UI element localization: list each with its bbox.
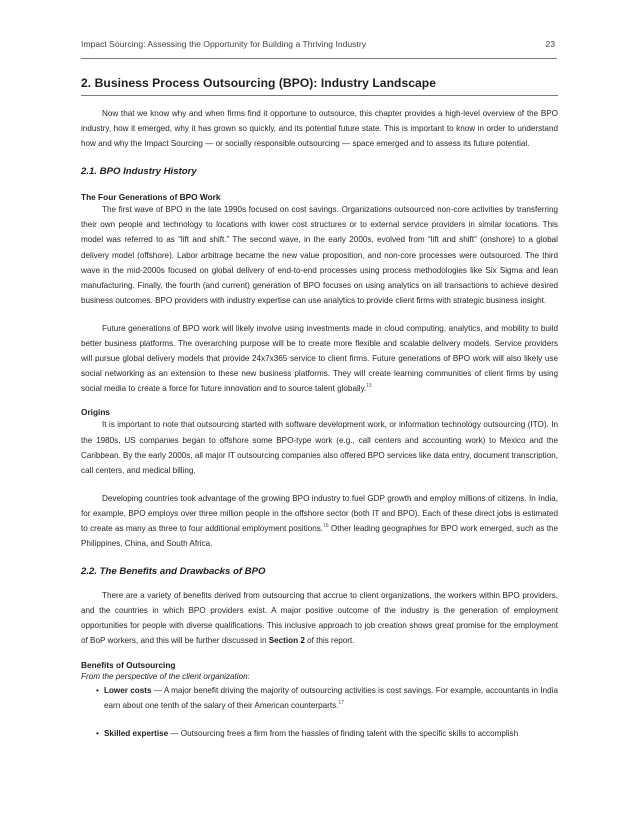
page-content — [81, 76, 558, 741]
bullet-icon: • — [96, 728, 99, 738]
header-divider — [81, 58, 557, 59]
history-paragraph-1: The first wave of BPO in the late 1990s focused on cost savings. Organizations outsourced non-core activities by transferring their own people and technology to locations with lower cost structures or to external service providers in similar locations. This model was referred to as “lift and shift.” The second wave, in the early 2000s, evolved from “lift and shift” (onshore) to a global delivery model (offshore). Labor arbitrage became the new value proposition, and non-core processes were outsourced. The third wave in the mid-2000s focused on global delivery of end-to-end processes using process methodologies like Six Sigma and lean manufacturing. Finally, the fourth (and current) generation of BPO focuses on using analytics on all transactions to achieve desired business outcomes. BPO providers with industry expertise can use analytics to provide client firms with strategic business insight. — [81, 205, 558, 305]
benefits-list — [81, 683, 558, 741]
list-item-title: Lower costs — [104, 685, 152, 695]
client-perspective-label: From the perspective of the client organization: — [81, 671, 250, 681]
section-heading: 2. Business Process Outsourcing (BPO): Industry Landscape — [81, 76, 436, 90]
origins-paragraph-2 — [81, 491, 558, 551]
benefits-subheading: Benefits of Outsourcing — [81, 659, 176, 670]
benefits-paragraph-text-a: There are a variety of benefits derived from outsourcing that accrue to client organizations, the workers within BPO providers, and the countries in which BPO providers exist. A major positive outcome of the industry is the generation of employment opportunities for people with diverse qualifications. This inclusive approach to job creation shows great promise for the employment of BoP workers, and this will be further discussed in — [81, 591, 558, 646]
benefits-paragraph — [81, 588, 558, 648]
list-item — [81, 726, 558, 741]
origins-heading: Origins — [81, 407, 111, 418]
benefits-paragraph-text-b: of this report. — [304, 636, 355, 646]
list-item — [81, 683, 558, 713]
page-number: 23 — [545, 39, 555, 49]
origins-paragraph-2-text-b: Other leading geographies for BPO work emerged, such as the Philippines, China, and South Africa. — [81, 523, 558, 549]
history-paragraph-2 — [81, 321, 558, 396]
footnote-ref-17[interactable]: 17 — [338, 699, 344, 706]
four-generations-heading: The Four Generations of BPO Work — [81, 192, 221, 203]
running-header-title: Impact Sourcing: Assessing the Opportunity for Building a Thriving Industry — [81, 39, 367, 49]
bullet-icon: • — [96, 685, 99, 695]
subsection-heading-benefits: 2.2. The Benefits and Drawbacks of BPO — [81, 566, 266, 578]
list-item-text: — A major benefit driving the majority of outsourcing activities is cost savings. For example, accountants in India earn about one tenth of the salary of their American counterparts. — [104, 685, 558, 710]
subsection-heading-history: 2.1. BPO Industry History — [81, 166, 197, 178]
intro-paragraph: Now that we know why and when firms find it opportune to outsource, this chapter provides a high-level overview of the BPO industry, how it emerged, why it has grown so quickly, and its potential future state. This is important to know in order to understand how and why the Impact Sourcing — or socially responsible outsourcing — space emerged and to assess its future potential. — [81, 109, 558, 149]
footnote-ref-16[interactable]: 16 — [323, 522, 329, 529]
list-item-text: — Outsourcing frees a firm from the hassles of finding talent with the specific skills to accomplish — [168, 728, 519, 738]
section-heading-divider — [81, 95, 558, 96]
section-reference: Section 2 — [268, 636, 305, 646]
list-item-title: Skilled expertise — [104, 728, 169, 738]
origins-paragraph-2-text-a: Developing countries took advantage of the growing BPO industry to fuel GDP growth and employ millions of citizens. In India, for example, BPO employs over three million people in the offshore sector (both IT and BPO). Each of these direct jobs is estimated to create as many as three to four additional employment positions. — [81, 493, 558, 533]
origins-paragraph-1: It is important to note that outsourcing started with software development work, or information technology outsourcing (ITO). In the 1980s, US companies began to offshore some BPO-type work (e.g., call centers and accounting work) to Mexico and the Caribbean. By the early 2000s, all major IT outsourcing companies also offered BPO services like data entry, document transcription, call centers, and medical billing. — [81, 420, 558, 475]
footnote-ref-15[interactable]: 15 — [366, 383, 372, 390]
history-paragraph-2-text: Future generations of BPO work will likely involve using investments made in cloud computing, analytics, and mobility to build better business platforms. The overarching purpose will be to create more flexible and scalable delivery models. Service providers will pursue global delivery models that provide 24x7x365 service to client firms. Future generations of BPO work will also likely use social networking as an extension to these new business platforms. They will create learning communities of client firms by using social media to create a force for future innovation and to source talent globally. — [81, 323, 558, 394]
